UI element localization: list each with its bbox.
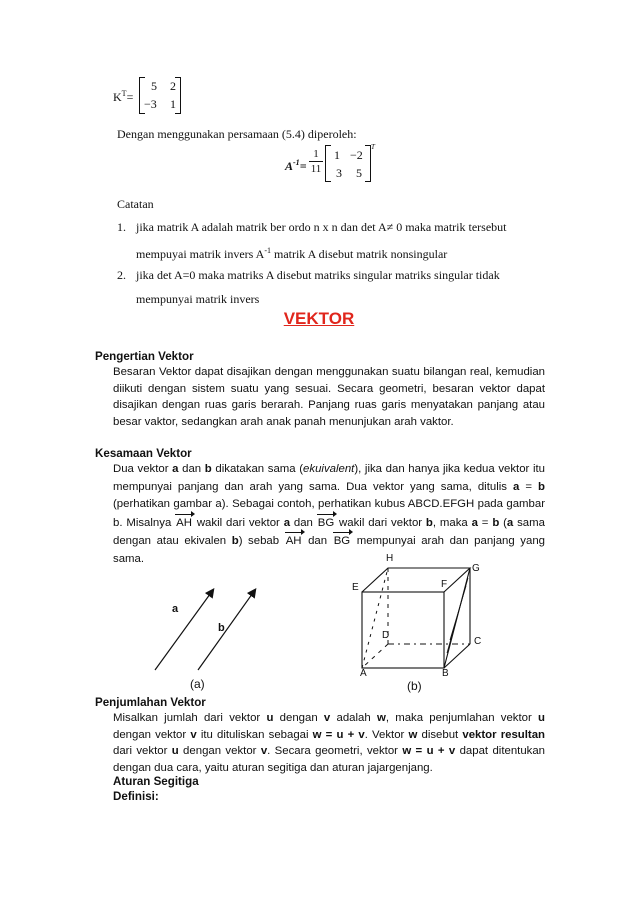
kt-cell: 5 [151, 79, 157, 93]
vector-a-arrow [155, 590, 213, 670]
cube-back-top-edges [362, 568, 470, 592]
text: ), jika dan hanya jika kedua vektor itu mempunyai panjang dan arah yang sama. Dua vektor yang sama, ditulis [113, 463, 545, 493]
vector-ah-line [362, 568, 388, 668]
cube-label-g: G [472, 563, 480, 574]
text: ) sebab [238, 535, 285, 547]
catatan-item-2-line2: mempunyai matrik invers [136, 292, 260, 306]
text: ( [499, 516, 507, 529]
text: dan [302, 535, 333, 547]
vector-bg: BG [317, 514, 335, 533]
text: dengan vektor [178, 745, 261, 757]
text: dari vektor [113, 745, 172, 757]
kt-sup: T [121, 89, 127, 98]
vector-w: w [408, 728, 418, 741]
text: dengan vektor [113, 728, 191, 741]
cube-label-c: C [474, 636, 482, 647]
section-title: VEKTOR [283, 309, 355, 328]
fraction-numerator: 1 [309, 147, 323, 162]
vector-u: u [171, 745, 179, 757]
cube-hidden-edge-da [362, 644, 388, 668]
text: = [519, 480, 539, 493]
text: jika matrik A adalah matrik ber ordo n x n dan det A [136, 220, 387, 234]
vector-a: a [471, 516, 478, 529]
vector-u: u [538, 712, 545, 724]
vector-ah: AH [285, 532, 303, 551]
transpose-sup: T [371, 143, 375, 151]
kt-label [113, 89, 133, 105]
cube-label-d: D [382, 630, 390, 641]
figure-a-label-b: b [218, 622, 225, 634]
inverse-cell: −2 [350, 148, 363, 162]
kt-cell: 1 [170, 97, 176, 111]
catatan-item-1-line2 [136, 243, 447, 262]
vector-b: b [538, 480, 545, 493]
cube-label-b: B [442, 668, 449, 679]
catatan-item-2-line1: jika det A=0 maka matriks A disebut matriks singular matriks singular tidak [136, 268, 500, 282]
figure-a-caption: (a) [190, 677, 205, 691]
text: (perhatikan gambar a). Sebagai contoh, perhatikan kubus ABCD.EFGH pada gambar b. Misalnya [113, 498, 545, 529]
text: Dua vektor [113, 463, 173, 475]
text: dengan [273, 712, 324, 724]
text: disebut [417, 728, 463, 741]
equation-intro: Dengan menggunakan persamaan (5.4) diperoleh: [117, 127, 357, 141]
text: mempuyai matrik invers A [136, 247, 265, 261]
inverse-sup: -1 [293, 158, 300, 167]
vector-ah: AH [175, 514, 193, 533]
text: dapat ditentukan dengan dua cara, yaitu aturan segitiga dan aturan jajargenjang. [113, 745, 546, 774]
vector-v: v [190, 728, 197, 741]
italic-term: ekuivalent [303, 463, 355, 475]
inverse-fraction [309, 147, 323, 176]
fraction-denominator: 11 [310, 163, 322, 175]
definisi-label: Definisi: [113, 790, 159, 803]
text: = [477, 516, 493, 529]
vector-v: v [260, 745, 268, 757]
vector-a: a [512, 480, 520, 493]
text: adalah [330, 712, 377, 724]
text: sama dengan atau ekivalen [113, 516, 545, 547]
kt-cell: 2 [170, 79, 176, 93]
text: dan [290, 516, 317, 529]
text: mempunyai arah dan panjang yang sama. [113, 535, 545, 565]
catatan-item-1-line1 [136, 219, 507, 235]
cube-label-f: F [441, 579, 448, 590]
inverse-sup-note: -1 [264, 246, 271, 255]
text: 0 maka matrik tersebut [396, 220, 507, 234]
pengertian-body: Besaran Vektor dapat disajikan dengan menggunakan suatu bilangan real, kemudian diikuti dengan sistem suatu yang sesuai. Secara geometri, besaran vektor dapat disajikan dengan ruas garis berarah. Panjang ruas garis menyatakan panjang atau besar vaktor, sedangkan arah anak panah menunjukan arah vaktor. [113, 366, 545, 428]
pengertian-title: Pengertian Vektor [95, 350, 194, 363]
cube-label-e: E [352, 582, 359, 593]
vector-u: u [266, 712, 274, 724]
inverse-cell: 3 [336, 166, 342, 180]
kesamaan-body [113, 461, 545, 568]
vector-a: a [283, 516, 291, 529]
catatan-title: Catatan [117, 197, 154, 211]
text: . Vektor [364, 728, 409, 741]
penjumlahan-title: Penjumlahan Vektor [95, 696, 206, 709]
vector-a: a [506, 516, 514, 529]
face-hatch [450, 586, 466, 640]
kt-cell: −3 [144, 97, 157, 111]
vector-b: b [492, 516, 500, 529]
text: wakil dari vektor [335, 516, 426, 529]
text: . Secara geometri, vektor [267, 745, 403, 757]
penjumlahan-body [113, 710, 545, 776]
term-resultan: vektor resultan [462, 728, 546, 741]
figure-a-label-a: a [172, 603, 179, 615]
figure-b-cube [355, 558, 490, 678]
neq-symbol: ≠ [386, 220, 394, 234]
text: itu dituliskan sebagai [196, 728, 313, 741]
vector-a: a [172, 463, 179, 475]
equation-w: w = u + v [312, 728, 365, 741]
vector-v: v [323, 712, 331, 724]
text: , maka penjumlahan vektor [385, 712, 539, 724]
text: Misalkan jumlah dari vektor [113, 712, 267, 724]
kt-matrix [139, 77, 181, 114]
equation-w: w = u + v [402, 745, 456, 757]
cube-edge-bc [444, 644, 470, 668]
inverse-letter: A [285, 159, 294, 173]
kesamaan-title: Kesamaan Vektor [95, 447, 192, 460]
inverse-cell: 1 [334, 148, 340, 162]
vector-b: b [425, 516, 433, 529]
catatan-item-2-num: 2. [117, 268, 126, 282]
catatan-item-1-num: 1. [117, 220, 126, 234]
vector-b: b [204, 463, 212, 475]
vector-b-arrow [198, 590, 255, 670]
inverse-label [285, 158, 307, 174]
figure-a-vectors [140, 575, 270, 680]
cube-label-a: A [360, 668, 367, 679]
cube-label-h: H [386, 553, 394, 564]
inverse-matrix [325, 145, 371, 182]
inverse-cell: 5 [356, 166, 362, 180]
text: wakil dari vektor [192, 516, 284, 529]
text: dikatakan sama ( [211, 463, 304, 475]
inverse-eq: = [299, 159, 307, 173]
text: dan [178, 463, 205, 475]
aturan-title: Aturan Segitiga [113, 775, 199, 788]
kt-eq: = [126, 90, 134, 104]
text: , maka [432, 516, 472, 529]
vector-w: w [376, 712, 386, 724]
vector-bg: BG [333, 532, 351, 551]
vector-b: b [231, 535, 239, 547]
text: matrik A disebut matrik nonsingular [273, 247, 448, 261]
figure-b-caption: (b) [407, 679, 422, 693]
kt-letter: K [113, 90, 122, 104]
